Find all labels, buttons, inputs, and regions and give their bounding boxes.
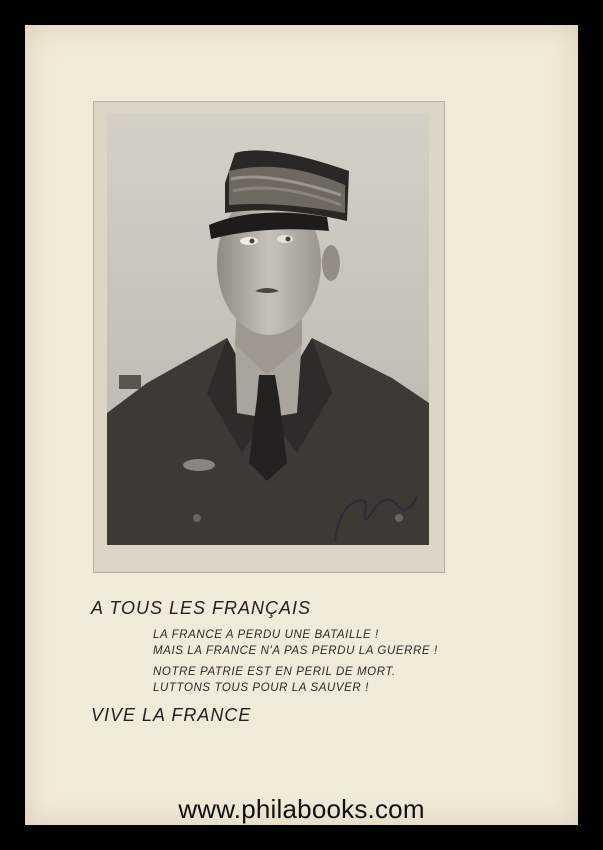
portrait-photo [107, 113, 429, 545]
poster-line-2: MAIS LA FRANCE N'A PAS PERDU LA GUERRE ! [153, 645, 438, 657]
poster-line-1: LA FRANCE A PERDU UNE BATAILLE ! [153, 629, 379, 641]
poster-line-4: LUTTONS TOUS POUR LA SAUVER ! [153, 682, 369, 694]
poster-line-3: NOTRE PATRIE EST EN PERIL DE MORT. [153, 666, 396, 678]
poster-closing: VIVE LA FRANCE [91, 705, 252, 725]
watermark-url: www.philabooks.com [178, 794, 425, 824]
poster-sheet [25, 25, 578, 825]
poster-headline: A TOUS LES FRANÇAIS [91, 598, 312, 618]
